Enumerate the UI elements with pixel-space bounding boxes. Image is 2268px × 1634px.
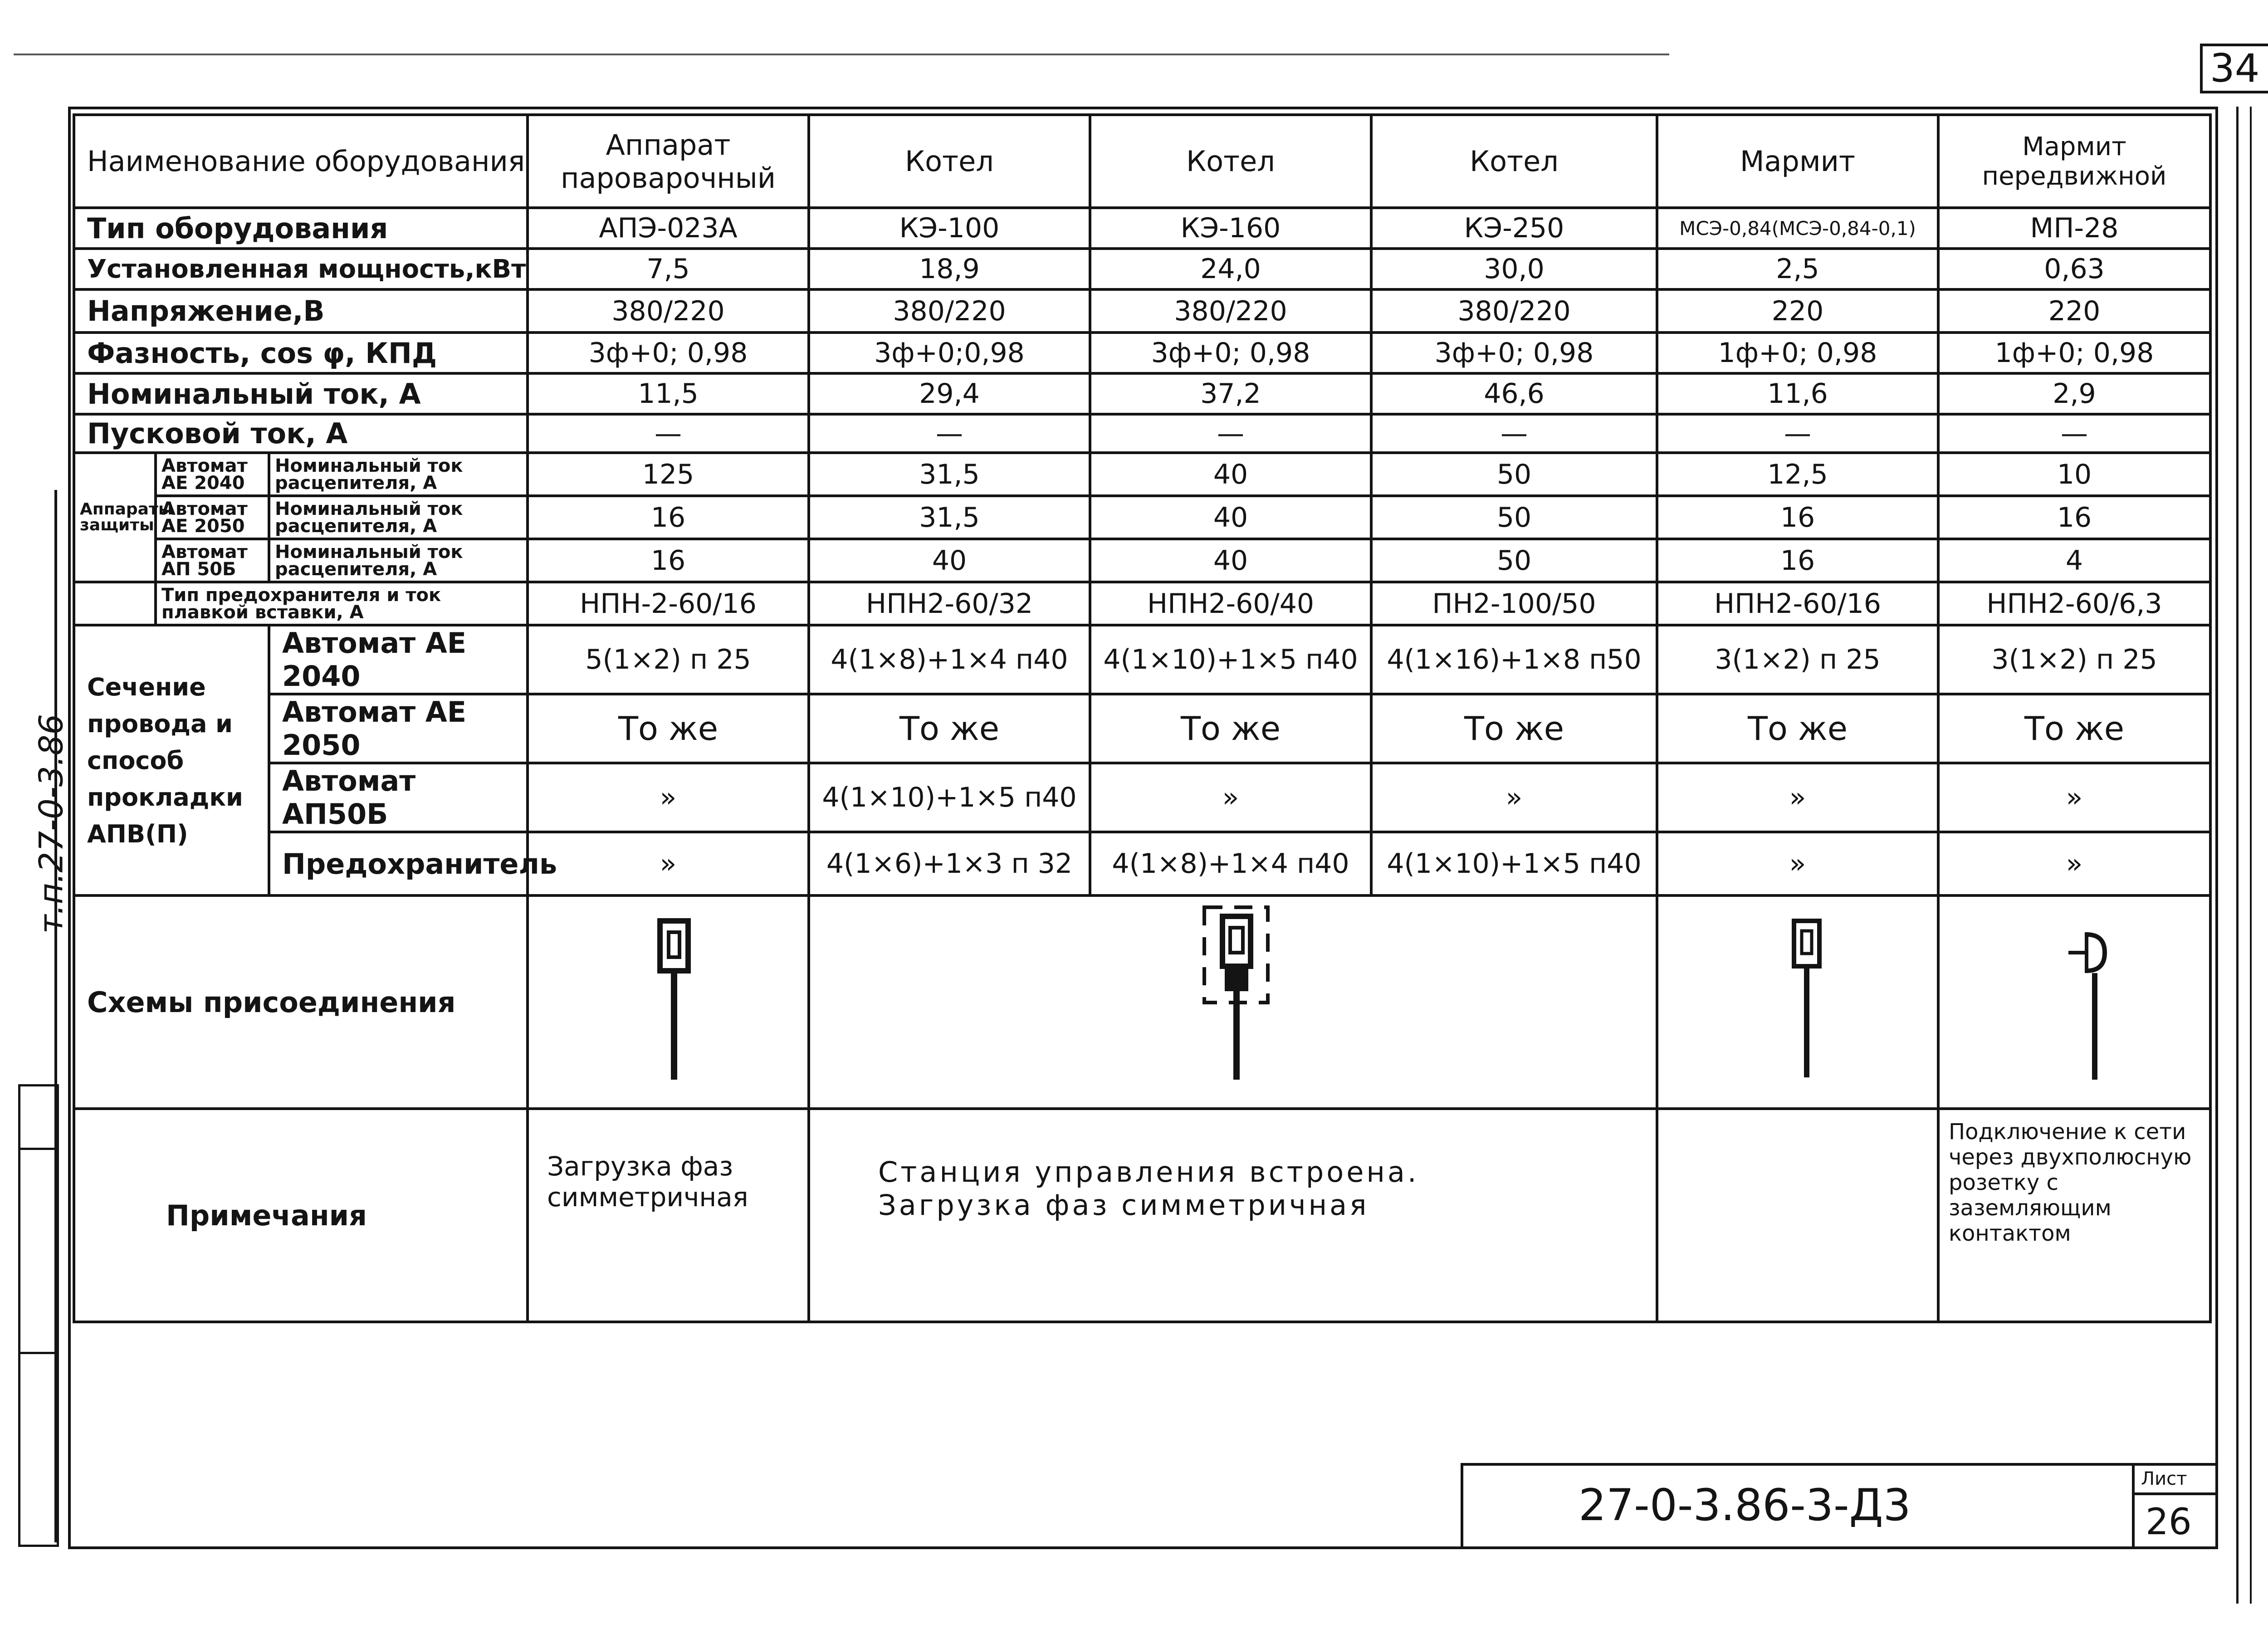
cell: 4(1×10)+1×5 п40 <box>1371 832 1657 895</box>
cell: 30,0 <box>1371 249 1657 289</box>
row-label: Тип оборудования <box>74 208 528 249</box>
cell: 1ф+0; 0,98 <box>1657 333 1938 373</box>
param-label: Тип предохранителя и ток плавкой вставки, А <box>156 582 528 625</box>
cell: КЭ-250 <box>1371 208 1657 249</box>
cell: 50 <box>1371 453 1657 496</box>
cell: — <box>528 414 809 453</box>
binding-divider <box>18 1148 59 1150</box>
cell: То же <box>528 694 809 763</box>
wiring-group-label: Сечение провода и способ прокладки АПВ(П) <box>74 625 269 895</box>
schemes-label: Схемы присоединения <box>74 895 528 1109</box>
cell: 5(1×2) п 25 <box>528 625 809 694</box>
col-header-5: Мармит <box>1657 115 1938 208</box>
binding-strip <box>18 1084 59 1547</box>
cell: 16 <box>528 496 809 539</box>
cell: » <box>1657 763 1938 832</box>
cell: 40 <box>1090 496 1371 539</box>
cell: 380/220 <box>1090 289 1371 333</box>
cell: 4(1×8)+1×4 п40 <box>809 625 1090 694</box>
cell: 3ф+0; 0,98 <box>528 333 809 373</box>
scheme-marmit-symbol <box>1794 921 1819 1077</box>
param-label: Номинальный ток расцепителя, А <box>269 453 528 496</box>
cell: » <box>1938 832 2210 895</box>
cell: 50 <box>1371 496 1657 539</box>
cell: » <box>1090 763 1371 832</box>
device-label: Автомат АЕ 2040 <box>156 453 269 496</box>
row-label: Предохранитель <box>269 832 528 895</box>
binding-divider <box>18 1352 59 1354</box>
cell: 18,9 <box>809 249 1090 289</box>
side-stamp: т.п.27-0-3.86 <box>32 714 70 934</box>
cell: 3ф+0;0,98 <box>809 333 1090 373</box>
cell: 2,9 <box>1938 373 2210 414</box>
param-label: Номинальный ток расцепителя, А <box>269 539 528 582</box>
cell: 0,63 <box>1938 249 2210 289</box>
cell: 16 <box>1938 496 2210 539</box>
cell: 1ф+0; 0,98 <box>1938 333 2210 373</box>
cell: НПН2-60/32 <box>809 582 1090 625</box>
title-block-hdivider <box>2132 1492 2218 1495</box>
cell: 29,4 <box>809 373 1090 414</box>
cell: — <box>809 414 1090 453</box>
cell: 31,5 <box>809 453 1090 496</box>
notes-label: Примечания <box>74 1109 528 1322</box>
row-label: Автомат АЕ 2040 <box>269 625 528 694</box>
cell: 46,6 <box>1371 373 1657 414</box>
cell: 3ф+0; 0,98 <box>1371 333 1657 373</box>
row-label: Напряжение,В <box>74 289 528 333</box>
cell: НПН2-60/16 <box>1657 582 1938 625</box>
cell: 3ф+0; 0,98 <box>1090 333 1371 373</box>
cell: 11,6 <box>1657 373 1938 414</box>
right-scan-line <box>2250 107 2252 1604</box>
sheet-label: Лист <box>2141 1468 2187 1489</box>
row-label: Номинальный ток, А <box>74 373 528 414</box>
cell: 220 <box>1657 289 1938 333</box>
note-col1: Загрузка фаз симметричная <box>528 1109 809 1322</box>
row-label: Фазность, cos φ, КПД <box>74 333 528 373</box>
document-code: 27-0-3.86-3-Д3 <box>1579 1480 1911 1531</box>
col-header-1: Аппарат пароварочный <box>528 115 809 208</box>
cell: То же <box>1090 694 1371 763</box>
cell: 3(1×2) п 25 <box>1938 625 2210 694</box>
param-label: Номинальный ток расцепителя, А <box>269 496 528 539</box>
cell: 4(1×8)+1×4 п40 <box>1090 832 1371 895</box>
cell: МП-28 <box>1938 208 2210 249</box>
cell: КЭ-160 <box>1090 208 1371 249</box>
scheme-aparat-symbol <box>660 921 688 1080</box>
cell: МСЭ-0,84(МСЭ-0,84-0,1) <box>1657 208 1938 249</box>
scheme-kettle-symbol <box>1204 907 1268 1080</box>
row-label: Пусковой ток, А <box>74 414 528 453</box>
col-header-2: Котел <box>809 115 1090 208</box>
cell: КЭ-100 <box>809 208 1090 249</box>
right-scan-line <box>2236 107 2239 1604</box>
cell: 16 <box>528 539 809 582</box>
cell: 31,5 <box>809 496 1090 539</box>
cell: 7,5 <box>528 249 809 289</box>
cell: » <box>528 832 809 895</box>
cell: » <box>1657 832 1938 895</box>
col-header-4: Котел <box>1371 115 1657 208</box>
row-label: Установленная мощность,кВт <box>74 249 528 289</box>
col-header-6: Мармит передвижной <box>1938 115 2210 208</box>
row-label: Автомат АП50Б <box>269 763 528 832</box>
cell: 16 <box>1657 496 1938 539</box>
device-label: Автомат АП 50Б <box>156 539 269 582</box>
cell: — <box>1657 414 1938 453</box>
cell: 2,5 <box>1657 249 1938 289</box>
cell: НПН2-60/6,3 <box>1938 582 2210 625</box>
cell: 380/220 <box>528 289 809 333</box>
protection-group-label: Аппараты защиты <box>74 453 156 582</box>
cell: 4 <box>1938 539 2210 582</box>
cell: 4(1×10)+1×5 п40 <box>1090 625 1371 694</box>
row-label: Автомат АЕ 2050 <box>269 694 528 763</box>
cell: » <box>528 763 809 832</box>
col-header-3: Котел <box>1090 115 1371 208</box>
cell: 24,0 <box>1090 249 1371 289</box>
cell: 10 <box>1938 453 2210 496</box>
cell: — <box>1090 414 1371 453</box>
cell: То же <box>1938 694 2210 763</box>
header-row-label: Наименование оборудования <box>74 115 528 208</box>
cell: 4(1×10)+1×5 п40 <box>809 763 1090 832</box>
cell: 220 <box>1938 289 2210 333</box>
title-block-divider <box>2132 1463 2135 1549</box>
cell: То же <box>1657 694 1938 763</box>
cell: — <box>1371 414 1657 453</box>
cell: 37,2 <box>1090 373 1371 414</box>
cell: » <box>1371 763 1657 832</box>
cell: НПН-2-60/16 <box>528 582 809 625</box>
cell: » <box>1938 763 2210 832</box>
cell: То же <box>809 694 1090 763</box>
cell: 12,5 <box>1657 453 1938 496</box>
cell: 16 <box>1657 539 1938 582</box>
sheet-number: 26 <box>2146 1501 2192 1543</box>
cell: 40 <box>809 539 1090 582</box>
cell: 3(1×2) п 25 <box>1657 625 1938 694</box>
cell: — <box>1938 414 2210 453</box>
cell: 11,5 <box>528 373 809 414</box>
cell: ПН2-100/50 <box>1371 582 1657 625</box>
cell: 40 <box>1090 539 1371 582</box>
note-col6: Подключение к сети через двухполюсную розетку с заземляющим контактом <box>1938 1109 2210 1322</box>
cell: 125 <box>528 453 809 496</box>
cell: 4(1×6)+1×3 п 32 <box>809 832 1090 895</box>
note-col2-4: Станция управления встроена. Загрузка фаз симметричная <box>809 1109 1657 1322</box>
device-label: Автомат АЕ 2050 <box>156 496 269 539</box>
corner-number: 34 <box>2210 46 2260 91</box>
cell: 4(1×16)+1×8 п50 <box>1371 625 1657 694</box>
cell: 50 <box>1371 539 1657 582</box>
cell: 380/220 <box>809 289 1090 333</box>
cell: 380/220 <box>1371 289 1657 333</box>
cell: НПН2-60/40 <box>1090 582 1371 625</box>
cell: АПЭ-023А <box>528 208 809 249</box>
cell: То же <box>1371 694 1657 763</box>
cell: 40 <box>1090 453 1371 496</box>
scheme-plug-symbol <box>2068 932 2105 1080</box>
